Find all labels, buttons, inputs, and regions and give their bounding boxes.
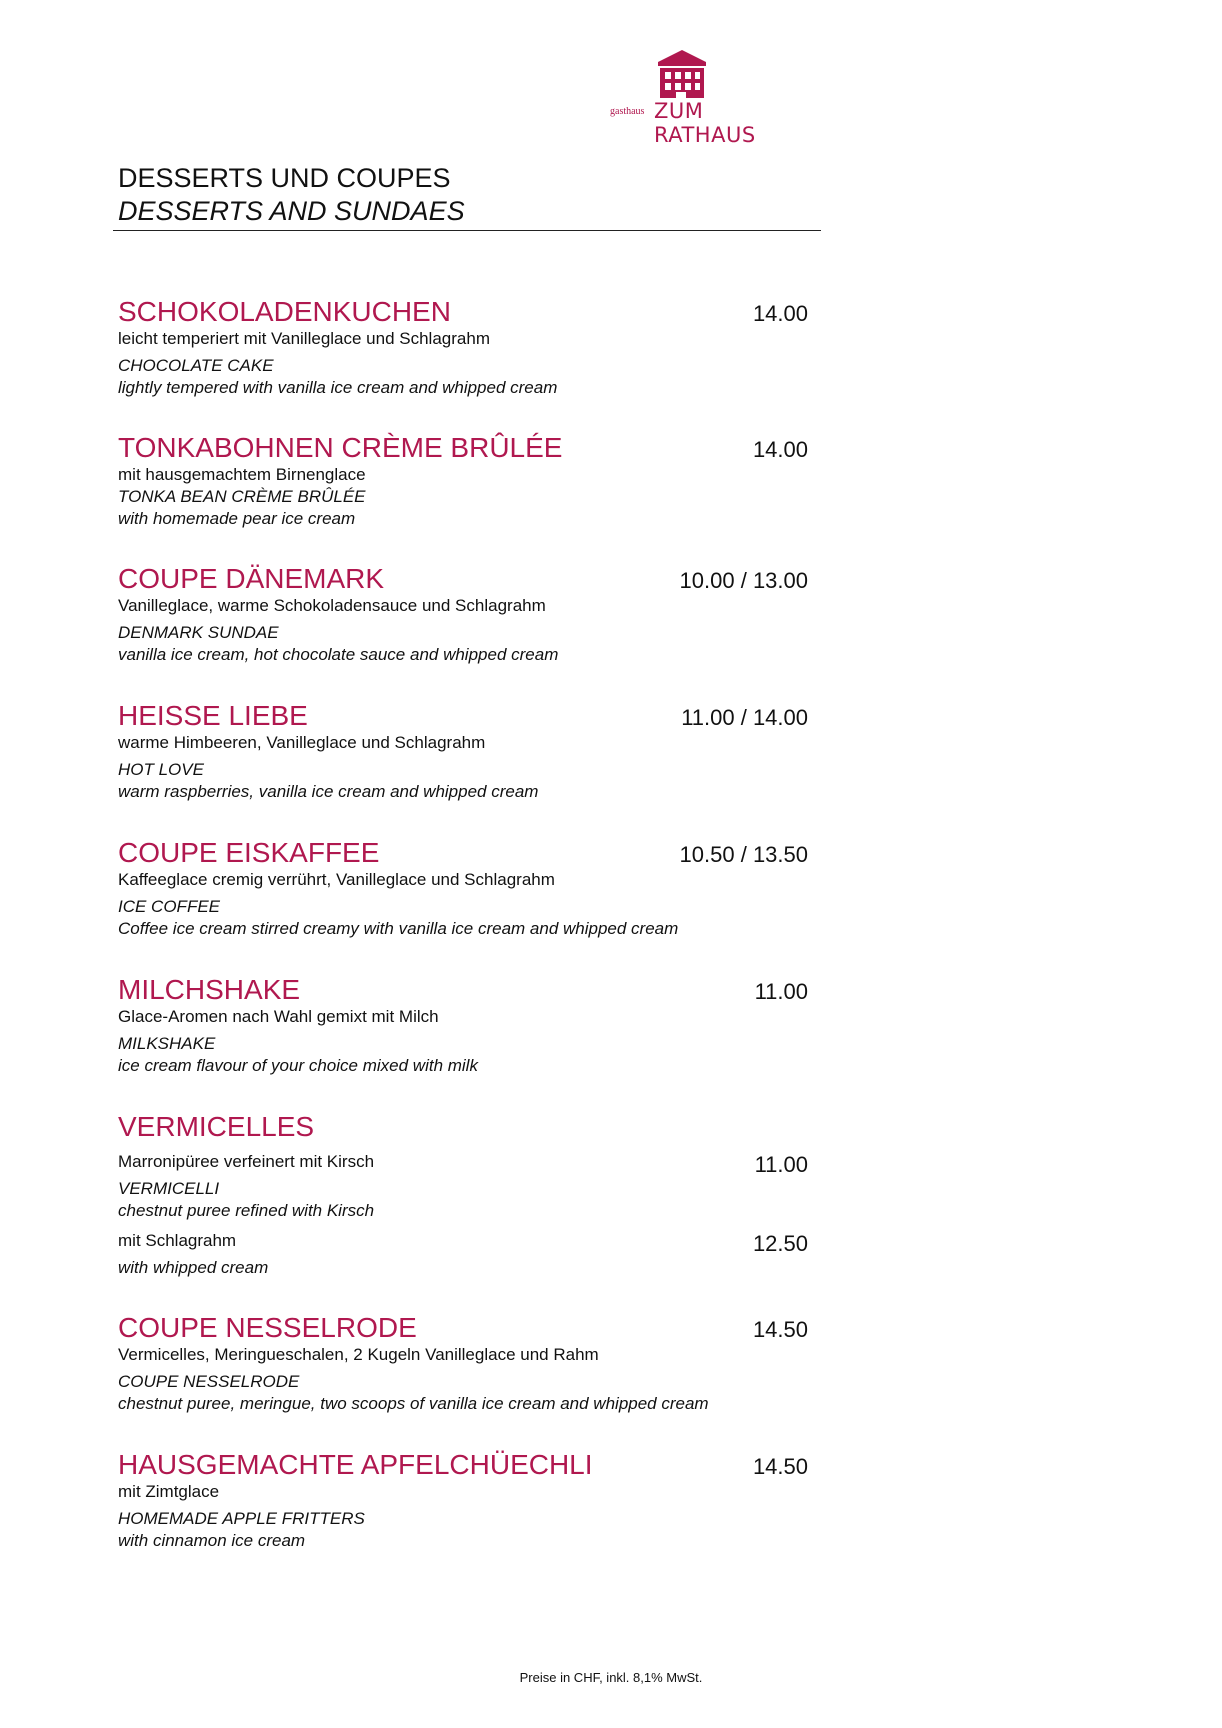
item-price: 11.00 (754, 979, 808, 1004)
item-name: MILCHSHAKE (118, 974, 301, 1005)
item-price-extra: 12.50 (752, 1231, 808, 1256)
item-desc-en: vanilla ice cream, hot chocolate sauce and whipped cream (118, 645, 559, 664)
item-desc-en: with homemade pear ice cream (118, 509, 356, 528)
item-desc-de: Kaffeeglace cremig verrührt, Vanilleglace und Schlagrahm (118, 870, 555, 889)
item-name-en: ICE COFFEE (118, 897, 221, 916)
title-divider (113, 230, 821, 231)
item-name-en: COUPE NESSELRODE (118, 1372, 300, 1391)
menu-item-apfelchueechli (118, 1449, 808, 1552)
item-name-en: HOT LOVE (118, 760, 204, 779)
logo-small-text: gasthaus (610, 106, 645, 117)
item-name-en: HOMEMADE APPLE FRITTERS (118, 1509, 365, 1528)
building-icon (656, 48, 708, 100)
item-desc-de: Glace-Aromen nach Wahl gemixt mit Milch (118, 1007, 439, 1026)
item-name-en: TONKA BEAN CRÈME BRÛLÉE (118, 487, 366, 506)
item-name: SCHOKOLADENKUCHEN (118, 296, 451, 327)
menu-item-coupe-eiskaffee (118, 837, 808, 940)
item-desc-de: Marronipüree verfeinert mit Kirsch (118, 1152, 375, 1171)
item-name-en: MILKSHAKE (118, 1034, 216, 1053)
menu-item-heisse-liebe (118, 700, 808, 803)
menu-item-vermicelles (118, 1111, 808, 1279)
item-name: TONKABOHNEN CRÈME BRÛLÉE (118, 432, 563, 463)
section-title-de: DESSERTS UND COUPES (118, 163, 451, 193)
item-desc-de: mit Zimtglace (118, 1482, 220, 1501)
menu-item-milchshake (118, 974, 808, 1077)
item-desc-en: ice cream flavour of your choice mixed with milk (118, 1056, 478, 1075)
item-name-en: CHOCOLATE CAKE (118, 356, 274, 375)
item-name: COUPE NESSELRODE (118, 1312, 417, 1343)
item-price: 14.50 (752, 1317, 808, 1342)
item-price: 10.50 / 13.50 (679, 842, 808, 867)
item-desc-en: warm raspberries, vanilla ice cream and whipped cream (118, 782, 539, 801)
item-name: HEISSE LIEBE (118, 700, 308, 731)
item-desc-en: chestnut puree refined with Kirsch (118, 1201, 375, 1220)
item-name: VERMICELLES (118, 1111, 315, 1142)
item-desc-de: Vermicelles, Meringueschalen, 2 Kugeln Vanilleglace und Rahm (118, 1345, 599, 1364)
item-extra-de: mit Schlagrahm (118, 1231, 237, 1250)
section-title-en: DESSERTS AND SUNDAES (118, 196, 465, 226)
menu-item-coupe-daenemark (118, 563, 808, 666)
section-title (118, 162, 465, 228)
item-desc-en: with cinnamon ice cream (118, 1531, 306, 1550)
item-price: 11.00 (754, 1152, 808, 1177)
menu-item-schokoladenkuchen (118, 296, 808, 399)
restaurant-logo (610, 48, 810, 147)
item-extra-en: with whipped cream (118, 1258, 269, 1277)
item-desc-en: Coffee ice cream stirred creamy with vanilla ice cream and whipped cream (118, 919, 679, 938)
item-price: 14.00 (752, 301, 808, 326)
item-name: COUPE EISKAFFEE (118, 837, 380, 868)
item-name: HAUSGEMACHTE APFELCHÜECHLI (118, 1449, 593, 1480)
item-desc-de: warme Himbeeren, Vanilleglace und Schlagrahm (118, 733, 486, 752)
item-price: 10.00 / 13.00 (679, 568, 808, 593)
item-desc-en: lightly tempered with vanilla ice cream and whipped cream (118, 378, 558, 397)
logo-main-text: ZUM RATHAUS (654, 99, 756, 147)
item-name-en: DENMARK SUNDAE (118, 623, 279, 642)
menu-item-creme-brulee (118, 432, 808, 530)
item-price: 11.00 / 14.00 (681, 705, 808, 730)
item-desc-en: chestnut puree, meringue, two scoops of vanilla ice cream and whipped cream (118, 1394, 709, 1413)
item-price: 14.50 (752, 1454, 808, 1479)
menu-item-coupe-nesselrode (118, 1312, 808, 1415)
item-desc-de: mit hausgemachtem Birnenglace (118, 465, 366, 484)
item-desc-de: leicht temperiert mit Vanilleglace und Schlagrahm (118, 329, 490, 348)
item-price: 14.00 (752, 437, 808, 462)
item-desc-de: Vanilleglace, warme Schokoladensauce und Schlagrahm (118, 596, 546, 615)
price-footnote: Preise in CHF, inkl. 8,1% MwSt. (519, 1670, 703, 1685)
item-name: COUPE DÄNEMARK (118, 563, 385, 594)
item-name-en: VERMICELLI (118, 1179, 220, 1198)
